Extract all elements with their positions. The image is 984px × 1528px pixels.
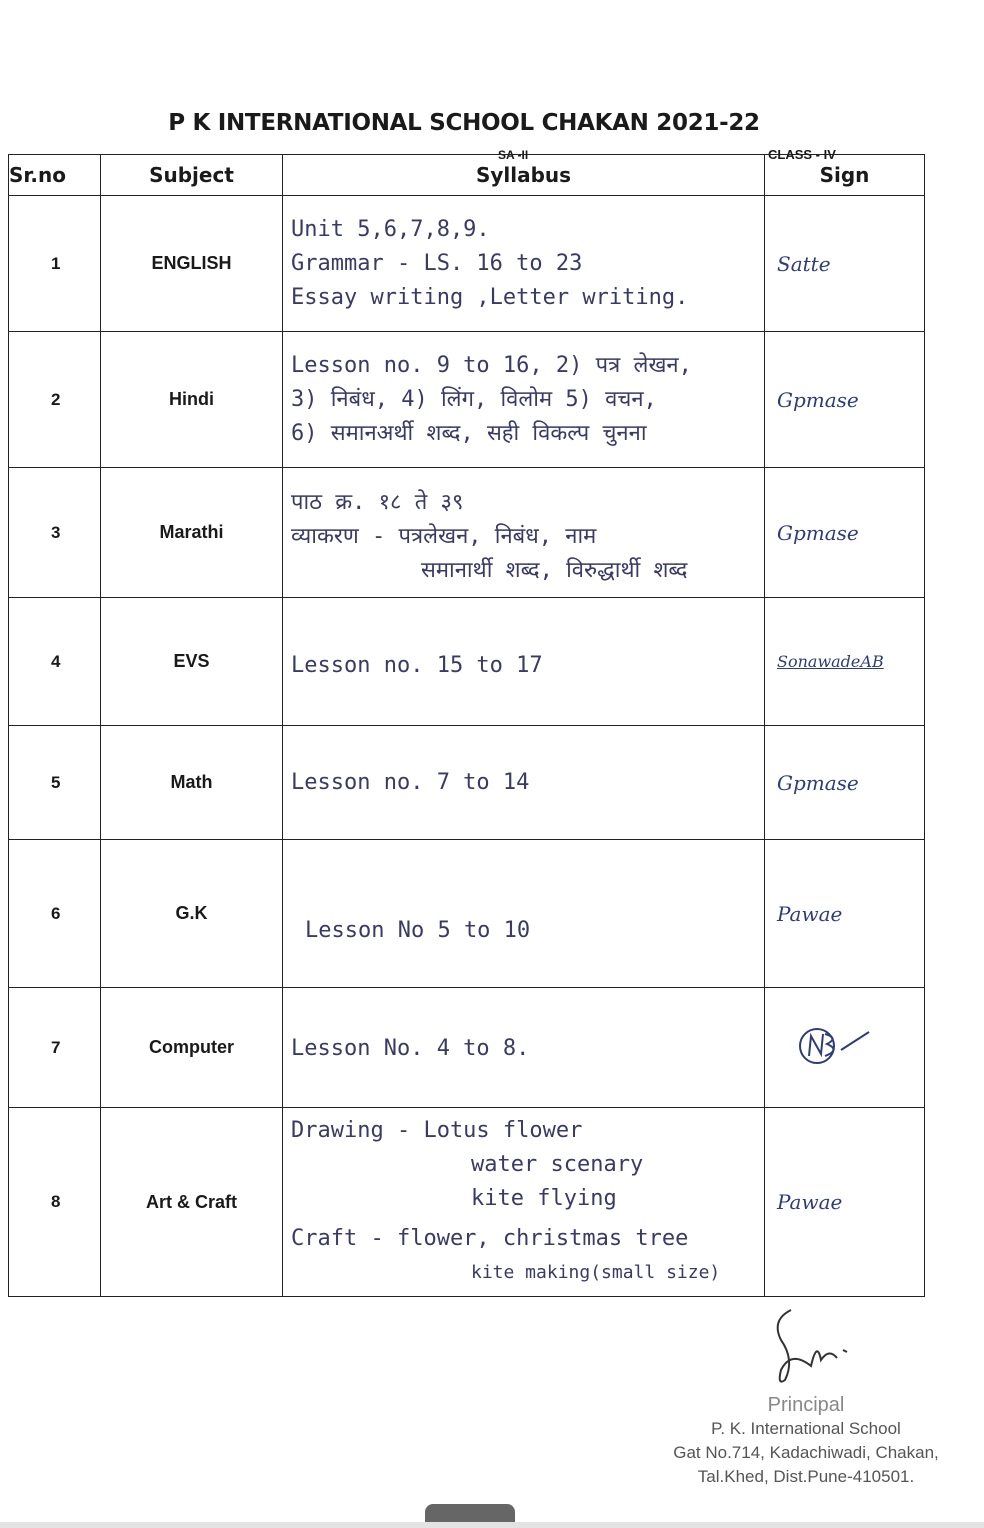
stamp-line: Tal.Khed, Dist.Pune-410501.: [697, 1467, 915, 1486]
table-row: [9, 332, 925, 468]
syllabus-line: Lesson no. 9 to 16, 2) पत्र लेखन,: [291, 352, 692, 378]
row-sign: SonawadeAB: [765, 598, 925, 726]
syllabus-line: kite making(small size): [471, 1262, 721, 1283]
syllabus-line: Lesson No 5 to 10: [305, 917, 531, 943]
table-row: [9, 726, 925, 840]
syllabus-line: Lesson No. 4 to 8.: [291, 1035, 530, 1061]
table-row: [9, 988, 925, 1108]
row-syllabus: [283, 196, 765, 332]
row-subject: Computer: [101, 988, 283, 1108]
row-subject: EVS: [101, 598, 283, 726]
column-header-sign: Sign: [765, 155, 925, 196]
row-subject: G.K: [101, 840, 283, 988]
page-title: P K INTERNATIONAL SCHOOL CHAKAN 2021-22: [168, 110, 760, 136]
syllabus-line: kite flying: [471, 1186, 617, 1211]
table-row: [9, 196, 925, 332]
row-syllabus: [283, 726, 765, 840]
row-sign: Pawae: [765, 1108, 925, 1297]
syllabus-line: व्याकरण - पत्रलेखन, निबंध, नाम: [291, 523, 597, 549]
table-row: [9, 840, 925, 988]
row-srno: 3: [9, 468, 101, 598]
table-header-row: [9, 155, 925, 196]
row-sign: Gpmase: [765, 468, 925, 598]
exam-label: SA -II: [498, 148, 529, 162]
syllabus-line: Craft - flower, christmas tree: [291, 1226, 689, 1251]
column-header-subject: Subject: [101, 155, 283, 196]
class-label: CLASS - IV: [768, 147, 836, 162]
row-syllabus: [283, 840, 765, 988]
stamp-line: P. K. International School: [711, 1419, 901, 1438]
row-subject: Math: [101, 726, 283, 840]
syllabus-line: water scenary: [471, 1152, 644, 1177]
table-row: [9, 468, 925, 598]
viewer-bottom-bar: [0, 1522, 984, 1528]
row-sign: Satte: [765, 196, 925, 332]
row-syllabus: [283, 468, 765, 598]
row-subject: Art & Craft: [101, 1108, 283, 1297]
principal-stamp: [656, 1300, 956, 1489]
row-sign: Gpmase: [765, 332, 925, 468]
syllabus-line: Grammar - LS. 16 to 23: [291, 250, 583, 276]
row-syllabus: [283, 1108, 765, 1297]
row-srno: 2: [9, 332, 101, 468]
row-syllabus: [283, 598, 765, 726]
syllabus-line: 3) निबंध, 4) लिंग, विलोम 5) वचन,: [291, 386, 657, 412]
row-srno: 7: [9, 988, 101, 1108]
table-row: [9, 598, 925, 726]
row-sign: [765, 988, 925, 1108]
table-row: [9, 1108, 925, 1297]
row-subject: Marathi: [101, 468, 283, 598]
row-sign: Gpmase: [765, 726, 925, 840]
principal-signature-icon: [751, 1300, 861, 1390]
syllabus-line: Drawing - Lotus flower: [291, 1118, 583, 1143]
row-srno: 1: [9, 196, 101, 332]
syllabus-line: समानार्थी शब्द, विरुद्धार्थी शब्द: [421, 557, 688, 583]
principal-label: Principal: [767, 1394, 845, 1416]
row-srno: 6: [9, 840, 101, 988]
signature-nb-icon: [795, 1020, 875, 1070]
row-subject: ENGLISH: [101, 196, 283, 332]
syllabus-table: [8, 154, 925, 1297]
syllabus-line: 6) समानअर्थी शब्द, सही विकल्प चुनना: [291, 420, 647, 446]
row-syllabus: [283, 332, 765, 468]
column-header-syllabus: Syllabus: [283, 155, 765, 196]
syllabus-line: Lesson no. 15 to 17: [291, 652, 543, 678]
row-srno: 8: [9, 1108, 101, 1297]
syllabus-line: Unit 5,6,7,8,9.: [291, 216, 490, 242]
row-subject: Hindi: [101, 332, 283, 468]
syllabus-line: पाठ क्र. १८ ते ३९: [291, 489, 464, 515]
column-header-srno: Sr.no: [9, 155, 101, 196]
syllabus-line: Lesson no. 7 to 14: [291, 769, 530, 795]
row-syllabus: [283, 988, 765, 1108]
row-srno: 5: [9, 726, 101, 840]
row-sign: Pawae: [765, 840, 925, 988]
syllabus-line: Essay writing ,Letter writing.: [291, 284, 689, 310]
row-srno: 4: [9, 598, 101, 726]
stamp-line: Gat No.714, Kadachiwadi, Chakan,: [673, 1443, 939, 1462]
